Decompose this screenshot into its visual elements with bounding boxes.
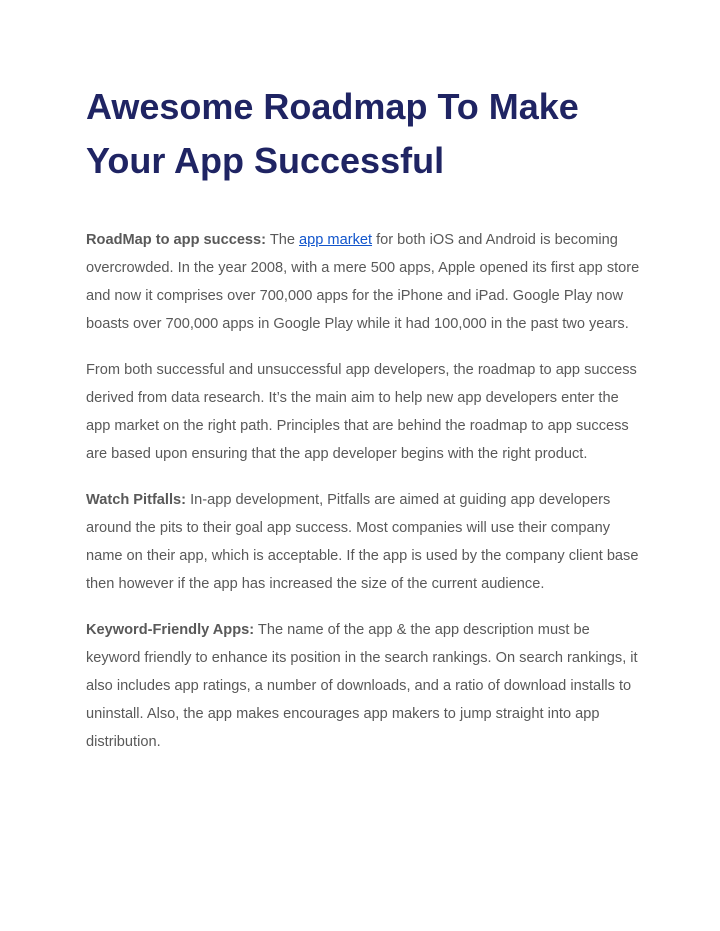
paragraph-text: In-app development, Pitfalls are aimed at guiding app developers around the pits to their goal app success. Most companies will use their company name on their app, which is acceptable. If the app is used by the company client base then however if the app has increased the size of the current audience.: [86, 492, 639, 592]
title-line-2: Your App Successful: [86, 140, 445, 181]
paragraph-lead: RoadMap to app success:: [86, 232, 267, 248]
paragraph-text: The: [266, 232, 300, 248]
app-market-link[interactable]: app market: [299, 232, 373, 248]
paragraph-text: From both successful and unsuccessful app developers, the roadmap to app success derived from data research. It’s the main aim to help new app developers enter the app market on the right path. Principles that are behind the roadmap to app success are based upon ensuring that the app developer begins with the right product.: [86, 362, 637, 462]
paragraph-text: The name of the app & the app description must be keyword friendly to enhance its position in the search rankings. On search rankings, it also includes app ratings, a number of downloads, and a ratio of download installs to uninstall. Also, the app makes encourages app makers to jump straight into app distribution.: [86, 622, 638, 750]
paragraph-developers: [86, 356, 646, 468]
paragraph-keywords: [86, 616, 646, 756]
paragraph-text: for both iOS and Android is becoming overcrowded. In the year 2008, with a mere 500 apps, Apple opened its first app store and now it comprises over 700,000 apps for the iPhone and iPad. Google Play now boasts over 700,000 apps in Google Play while it had 100,000 in the past two years.: [86, 232, 640, 332]
title-line-1: Awesome Roadmap To Make: [86, 86, 579, 127]
paragraph-lead: Watch Pitfalls:: [86, 492, 187, 508]
page-title: [86, 80, 686, 188]
article-body: [86, 226, 646, 774]
paragraph-pitfalls: [86, 486, 646, 598]
paragraph-lead: Keyword-Friendly Apps:: [86, 622, 255, 638]
paragraph-roadmap: [86, 226, 646, 338]
